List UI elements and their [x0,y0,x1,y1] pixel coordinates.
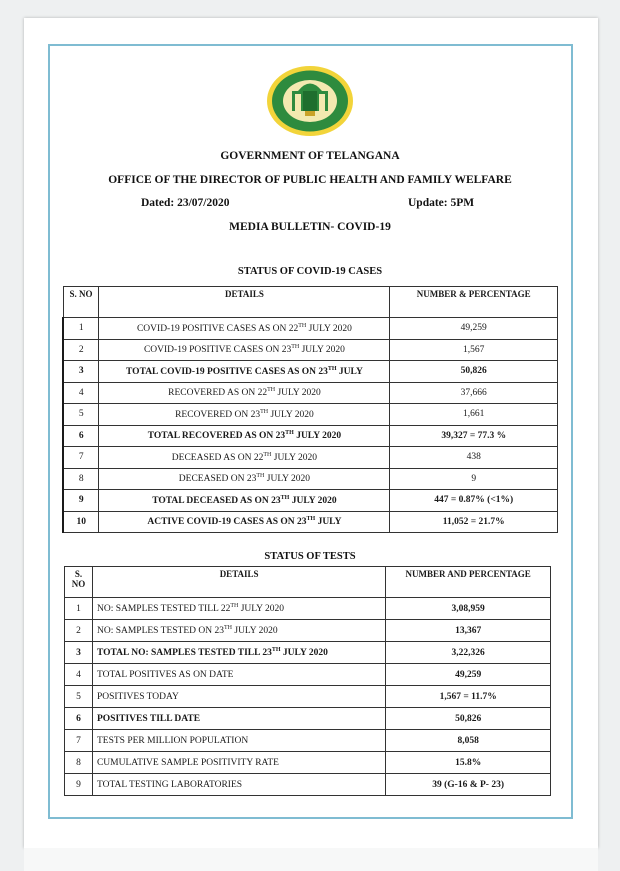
government-title: GOVERNMENT OF TELANGANA [220,150,400,162]
row-value: 9 [390,468,558,490]
table-row [63,490,558,512]
cases-header-row [63,287,558,318]
details-text: TOTAL COVID-19 POSITIVE CASES AS ON 23 [126,366,328,377]
details-text: TESTS PER MILLION POPULATION [96,735,249,746]
details-text-end: JULY [315,517,342,528]
details-text: NO: SAMPLES TESTED TILL 22 [96,604,231,615]
row-details [92,752,385,774]
ordinal-suffix: TH [263,451,272,458]
table-row [65,642,551,664]
details-text: DECEASED ON 23 [178,474,257,485]
row-value: 1,567 [390,339,558,361]
details-text-end: JULY [336,366,363,377]
details-text-end: JULY 2020 [238,604,284,615]
row-details [92,598,385,620]
details-text: TOTAL RECOVERED AS ON 23 [147,431,286,442]
details-text: ACTIVE COVID-19 CASES AS ON 23 [147,517,307,528]
row-value: 11,052 = 21.7% [390,511,558,533]
details-text: CUMULATIVE SAMPLE POSITIVITY RATE [96,757,279,768]
row-details [99,318,390,340]
table-row [63,468,558,490]
table-row [63,339,558,361]
row-details [92,686,385,708]
table-row [63,511,558,533]
details-text: RECOVERED AS ON 22 [168,388,268,399]
tests-header-row [65,567,551,598]
row-value: 8,058 [386,730,551,752]
row-number: 1 [65,598,93,620]
details-text: COVID-19 POSITIVE CASES AS ON 22 [136,323,299,334]
details-text: TOTAL DECEASED AS ON 23 [152,495,281,506]
row-number: 3 [65,642,93,664]
row-number: 6 [65,708,93,730]
table-row [65,774,551,796]
row-number: 9 [65,774,93,796]
row-value: 438 [390,447,558,469]
row-value: 447 = 0.87% (<1%) [390,490,558,512]
details-text-end: JULY 2020 [289,495,337,506]
row-value: 39,327 = 77.3 % [390,425,558,447]
row-number: 2 [65,620,93,642]
details-text-end: JULY 2020 [268,409,314,420]
details-text-end: JULY 2020 [271,452,318,463]
next-page-edge [24,848,598,871]
column-sno: S. NO [65,567,93,598]
row-details [99,425,390,447]
row-details [92,730,385,752]
ordinal-suffix: TH [327,365,337,372]
office-title: OFFICE OF THE DIRECTOR OF PUBLIC HEALTH AND FAMILY WELFARE [108,174,512,186]
table-row [65,664,551,686]
ordinal-suffix: TH [280,494,290,501]
row-number: 5 [65,686,93,708]
row-value: 50,826 [386,708,551,730]
ordinal-suffix: TH [291,344,300,351]
ordinal-suffix: TH [298,322,307,329]
table-row [65,620,551,642]
details-text-end: JULY 2020 [280,648,328,659]
details-text-end: JULY 2020 [293,431,342,442]
ordinal-suffix: TH [267,387,276,394]
table-row [65,686,551,708]
column-sno: S. NO [63,287,99,318]
details-text-end: JULY 2020 [275,388,321,399]
table-row [65,730,551,752]
update-label: Update: 5PM [408,197,475,209]
row-details [99,382,390,404]
row-details [92,620,385,642]
row-number: 9 [63,490,99,512]
row-value: 3,08,959 [386,598,551,620]
cases-tbody [63,287,558,533]
ordinal-suffix: TH [260,408,269,415]
telangana-emblem-icon [265,64,355,138]
row-value: 13,367 [386,620,551,642]
table-row [63,318,558,340]
row-details [99,490,390,512]
details-text-end: JULY 2020 [264,474,311,485]
row-value: 1,567 = 11.7% [386,686,551,708]
table-row [65,752,551,774]
row-details [92,642,385,664]
details-text-end: JULY 2020 [232,626,278,637]
ordinal-suffix: TH [256,473,265,480]
row-details [99,361,390,383]
row-value: 39 (G-16 & P- 23) [386,774,551,796]
table-row [63,382,558,404]
details-text: DECEASED AS ON 22 [171,452,264,463]
row-details [92,664,385,686]
ordinal-suffix: TH [306,516,316,523]
row-details [92,708,385,730]
table-row [63,404,558,426]
cases-table [62,286,558,533]
row-details [92,774,385,796]
bulletin-title: MEDIA BULLETIN- COVID-19 [229,221,391,233]
row-value: 50,826 [390,361,558,383]
table-row [63,447,558,469]
row-number: 3 [63,361,99,383]
row-number: 4 [65,664,93,686]
details-text: POSITIVES TODAY [96,691,179,702]
row-number: 7 [63,447,99,469]
row-value: 15.8% [386,752,551,774]
details-text-end: JULY 2020 [299,345,345,356]
ordinal-suffix: TH [224,624,232,631]
row-details [99,468,390,490]
details-text: TOTAL POSITIVES AS ON DATE [96,669,234,680]
details-text: RECOVERED ON 23 [175,409,261,420]
row-number: 8 [63,468,99,490]
column-details: DETAILS [92,567,385,598]
row-number: 1 [63,318,99,340]
details-text: TOTAL TESTING LABORATORIES [96,779,243,790]
row-number: 5 [63,404,99,426]
row-number: 7 [65,730,93,752]
column-number-percentage: NUMBER AND PERCENTAGE [386,567,551,598]
dated-label: Dated: 23/07/2020 [141,197,230,209]
row-value: 3,22,326 [386,642,551,664]
row-number: 2 [63,339,99,361]
tests-table [64,566,551,796]
details-text: COVID-19 POSITIVE CASES ON 23 [143,345,292,356]
details-text-end: JULY 2020 [306,323,352,334]
row-value: 37,666 [390,382,558,404]
row-value: 1,661 [390,404,558,426]
ordinal-suffix: TH [285,430,294,437]
table-row [63,425,558,447]
row-details [99,447,390,469]
row-number: 4 [63,382,99,404]
row-value: 49,259 [390,318,558,340]
details-text: TOTAL NO: SAMPLES TESTED TILL 23 [96,648,272,659]
details-text: NO: SAMPLES TESTED ON 23 [96,626,224,637]
row-details [99,511,390,533]
tests-caption: STATUS OF TESTS [264,551,356,562]
row-number: 8 [65,752,93,774]
column-number-percentage: NUMBER & PERCENTAGE [390,287,558,318]
details-text: POSITIVES TILL DATE [96,713,201,724]
table-row [65,598,551,620]
row-value: 49,259 [386,664,551,686]
row-number: 10 [63,511,99,533]
table-row [65,708,551,730]
ordinal-suffix: TH [230,602,239,609]
cases-caption: STATUS OF COVID-19 CASES [237,266,383,277]
row-number: 6 [63,425,99,447]
tests-tbody [65,567,551,796]
table-row [63,361,558,383]
column-details: DETAILS [99,287,390,318]
ordinal-suffix: TH [271,646,281,653]
row-details [99,404,390,426]
row-details [99,339,390,361]
